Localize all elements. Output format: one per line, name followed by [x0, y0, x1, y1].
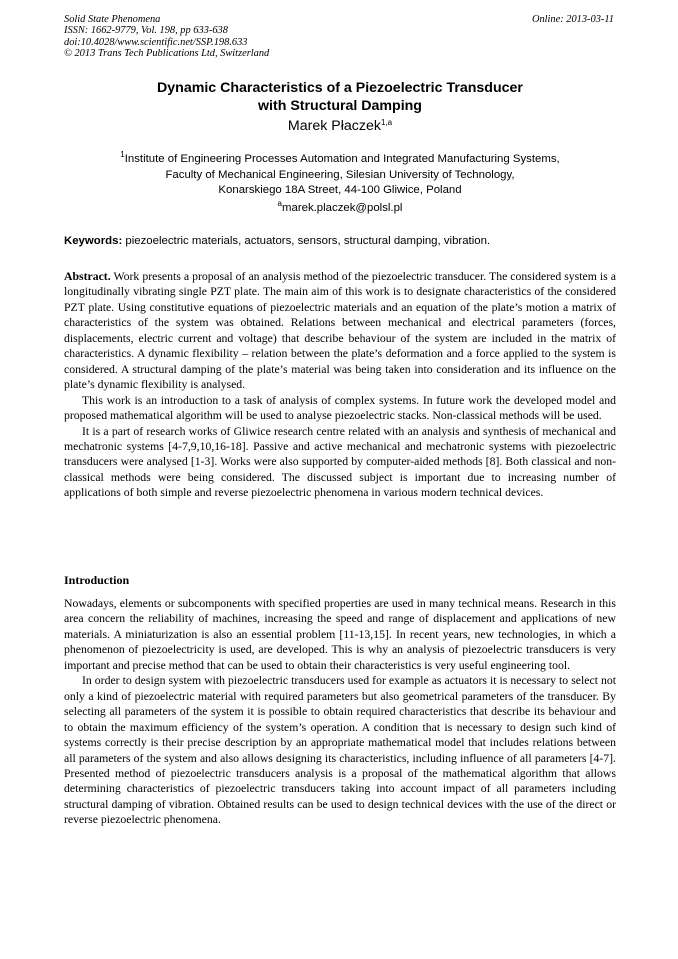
title-line-2: with Structural Damping	[258, 97, 422, 114]
issn-line: ISSN: 1662-9779, Vol. 198, pp 633-638	[64, 25, 228, 37]
paper-title	[64, 80, 616, 115]
abstract-text-1: Work presents a proposal of an analysis method of the piezoelectric transducer. The considered system is a longitudinally vibrating single PZT plate. The main aim of this work is to designate characteristics of the considered PZT plate. Using constitutive equations of piezoelectric materials and an equation of the plate’s motion a matrix of characteristics of the system was obtained. Relations between mechanical and electrical parameters (forces, displacements, electric current and voltage) that describe behaviour of the system are included in the matrix of characteristics. A dynamic flexibility – relation between the plate’s deformation and a force applied to the system is considered. A structural damping of the plate’s material was being taken into consideration and its influence on the plate’s dynamic flexibility is analysed.	[64, 270, 616, 392]
affiliation-superscript: 1	[120, 150, 125, 159]
affiliation-line-1-text: Institute of Engineering Processes Automation and Integrated Manufacturing Systems,	[124, 153, 560, 165]
author	[64, 118, 616, 134]
journal-metadata	[64, 14, 269, 60]
online-date: Online: 2013-03-11	[531, 14, 614, 25]
abstract-section	[64, 269, 616, 501]
keywords	[64, 235, 616, 247]
affiliation	[64, 147, 616, 199]
abstract-paragraph-1	[64, 269, 616, 393]
author-superscript: 1,a	[380, 118, 393, 127]
keywords-list: piezoelectric materials, actuators, sensors, structural damping, vibration.	[125, 235, 491, 247]
introduction-heading: Introduction	[64, 573, 130, 587]
email-address[interactable]: marek.placzek@polsl.pl	[282, 202, 403, 214]
abstract-paragraph-2: This work is an introduction to a task of analysis of complex systems. In future work the developed model and proposed mathematical algorithm will be used to analyse piezoelectric stacks. Non-classical methods will be used.	[64, 393, 616, 423]
author-name: Marek Płaczek	[287, 118, 381, 134]
affiliation-line-2: Faculty of Mechanical Engineering, Silesian University of Technology,	[165, 168, 515, 181]
affiliation-line-3: Konarskiego 18A Street, 44-100 Gliwice, Poland	[218, 184, 462, 196]
copyright-line: © 2013 Trans Tech Publications Ltd, Switzerland	[64, 48, 270, 60]
affiliation-line-1	[64, 147, 616, 168]
abstract-label: Abstract.	[64, 270, 111, 283]
doi-line: doi:10.4028/www.scientific.net/SSP.198.633	[64, 36, 248, 48]
abstract-paragraph-3: It is a part of research works of Gliwice research centre related with an analysis and synthesis of mechanical and mechatronic systems [4-7,9,10,16-18]. Passive and active mechanical and mechatronic systems with piezoelectric transducers were analysed [1-3]. Works were also supported by computer-aided methods [8]. Both classical and non-classical methods were being considered. The discussed subject is important due to increasing number of applications of both simple and reverse piezoelectric phenomena in various modern technical devices.	[64, 424, 616, 500]
introduction-paragraph-1: Nowadays, elements or subcomponents with specified properties are used in many technical means. Research in this area concern the reliability of machines, increasing the speed and range of displacement and applications of new materials. A miniaturization is also an essential problem [11-13,15]. In recent years, new technologies, in which a phenomenon of piezoelectricity is used, are developed. This is why an analysis of piezoelectric transducers is very important and precise method that can be used to obtain their characteristics is very useful engineering tool.	[64, 597, 616, 672]
title-line-1: Dynamic Characteristics of a Piezoelectric Transducer	[157, 80, 523, 96]
keywords-label: Keywords:	[64, 235, 123, 247]
introduction-paragraph-2: In order to design system with piezoelectric transducers used for example as actuators it is necessary to select not only a kind of piezoelectric material with required parameters but also geometrical parameters of the transducer. By selecting all parameters of the system it is possible to obtain required characteristics that describe its behaviour and to obtain the maximum efficiency of the system’s operation. A condition that is necessary to design such kind of systems correctly is their precise description by an appropriate mathematical model that includes relations between all parameters of the system and also allows designing its characteristics, including influence of all parameters [4-7]. Presented method of piezoelectric transducers analysis is a proposal of the mathematical algorithm that allows determining characteristics of piezoelectric transducers taking into account impact of all parameters including structural damping of vibration. Obtained results can be used to design technical devices with the use of the direct or reverse piezoelectric phenomena.	[64, 674, 616, 827]
author-email	[64, 199, 616, 214]
introduction-section	[64, 596, 616, 828]
journal-name: Solid State Phenomena	[64, 14, 161, 25]
email-superscript: a	[277, 199, 282, 208]
